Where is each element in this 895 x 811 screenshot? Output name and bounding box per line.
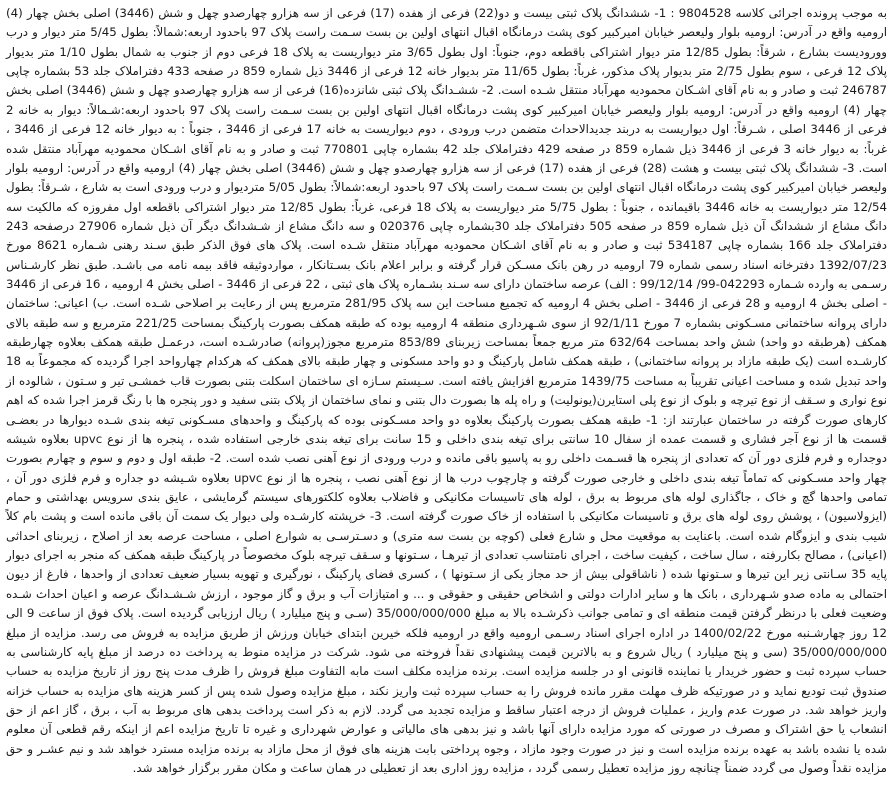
auction-notice-text: به موجب پرونده اجرائی کلاسه 9804528 : 1- ششدانگ پلاک ثبتی بیست و دو(22) فرعی از هفده (17) فرعی از سه هزارو چهارصدو چهل و شش (3446) اصلی بخش چهار (4) ارومیه واقع در آدرس: ارومیه بلوار ولیعصر خیابان امیرکبیر کوی پشت درمانگاه اقبال انتهای اولین بن بست سـمت راست پلاک 97 باحدود اربعه:شمالاً: بطول 5/45 متر دیوار و درب وورودیست بشارع ، شرقاً: بطول 12/85 متر دیوار اشتراکی باقطعه دوم، جنوباً: اول بطول 3/65 متر دیواریست به پلاک 18 فرعی دوم از جنوب به شمال بطول 1/10 متر بدیوار پلاک 12 فرعی ، سوم بطول 2/75 متر بدیوار پلاک مذکور، غرباً: بطول 11/65 متر بدیوار خانه 12 فرعی از 3446 ذیل شماره 859 در صفحه 433 دفتراملاک جلد 53 بشماره چاپی 246787 ثبت و صادر و به نام آقای اشـکان محمودیه مهرآباد منتقل شـده است. 2- ششـدانگ پلاک ثبتی شانزده(16) فرعی از سه هزارو چهارصدو چهل و شش (3446) اصلی بخش چهار (4) ارومیه واقع در آدرس: ارومیه بلوار ولیعصر خیابان امیرکبیر کوی پشت درمانگاه اقبال انتهای اولین بن بست سـمت راست پلاک 97 باحدود اربعه:شـمالاً: دیوار به خانه 2 فرعی از 3446 اصلی ، شـرقاً: اول دیواریست به دربند جدیدالاحداث متضمن درب ورودی ، دوم دیواریست به خانه 17 فرعی از 3446 ، جنوباً : به دیوار خانه 12 فرعی از 3446 ، غرباً: به دیوار خانه 3 فرعی از 3446 ذیل شماره 859 در صفحه 429 دفتراملاک جلد 42 بشماره چاپی 770801 ثبت و صادر و به نام آقای اشـکان محمودیه مهرآباد منتقل شده است. 3- ششدانگ پلاک ثبتی بیست و هشت (28) فرعی از هفده (17) فرعی از سه هزارو چهارصدو چهل و شش (3446) اصلی بخش چهار (4) ارومیه واقع در آدرس: ارومیه بلوار ولیعصر خیابان امیرکبیر کوی پشت درمانگاه اقبال انتهای اولین بن بست سـمت راست پلاک 97 باحدود اربعه:شمالاً: بطول 5/05 متردیوار و درب ورودی است به شارع ، شـرقاً: بطول 12/54 متر دیواریست به خانه 3446 باقیمانده ، جنوباً : بطول 5/75 متر دیواریست به پلاک 18 فرعی، غرباً: بطول 12/85 متر دیوار اشتراکی باقطعه اول مفروزه که مالکیت سه دانگ مشاع از ششدانگ آن ذیل شماره 859 در صفحه 505 دفتراملاک جلد 30بشماره چاپی 020376 و سه دانگ مشاع از شـشدانگ دیگر آن ذیل شماره 27906 درصفحه 243 دفتراملاک جلد 166 بشماره چاپی 534187 ثبت و صادر و به نام آقای اشـکان محمودیه مهرآباد منتقل شـده است. پلاک های فوق الذکر طبق سـند رهنی شـماره 8621 مورخ 1392/07/23 دفترخانه اسناد رسمی شماره 79 ارومیه در رهن بانک مسـکن قرار گرفته و برابر اعلام بانک بسـتانکار ، مواردوثیقه فاقد بیمه نامه می باشـد. طبق نظر کارشـناس رسـمی به وارده شـماره 042293-99/ 99/12/14 : الف) عرصه ساختمان دارای سه سـند بشـماره پلاک های ثبتی ، 22 فرعی از 3446 - اصلی بخش 4 ارومیه ، 16 فرعی از 3446 - اصلی بخش 4 ارومیه و 28 فرعی از 3446 - اصلی بخش 4 ارومیه که تجمیع مساحت این سه پلاک 281/95 مترمربع پس از رعایت بر اصلاحی شـده است. ب) اعیانی: ساختمان دارای پروانه ساختمانی مسـکونی بشماره 7 مورخ 92/1/11 از سوی شـهرداری منطقه 4 ارومیه بوده که طبقه همکف بصورت پارکینگ بمساحت 221/25 مترمربع و سه طبقه بالای همکف (هرطبقه دو واحد) شش واحد بمساحت 632/64 متر مربع جمعاً بمساحت زیربنای 853/89 مترمربع مجوز(پروانه) صادرشـده است، درعمـل طبقه همکف بعلاوه چهارطبقه کارشـده است (یک طبقه مازاد بر پروانه ساختمانی) ، طبقه همکف شامل پارکینگ و دو واحد مسکونی و چهار طبقه بالای همکف که هرکدام چهارواحد اجرا گردیده که مجموعاً به 18 واحد تبدیل شده و مساحت اعیانی تقریباً به مساحت 1439/75 مترمربع افزایش یافته است. سـیستم سـازه ای ساختمان اسکلت بتنی بصورت قاب خمشـی تیر و سـتون ، شالوده از نوع نواری و سـقف از نوع تیرچه و بلوک از نوع پلی استایرن(یونولیت) و راه پله ها بصورت دال بتنی و نمای ساختمان از پلاک بتنی سفید و دور پنجره ها با رنگ قرمز اجرا شده که اهم کارهای صورت گرفته در ساختمان عبارتند از: 1- طبقه همکف بصورت پارکینگ بعلاوه دو واحد مسـکونی بوده که پارکینگ و واحدهای مسـکونی تیغه بندی شـده دیوارها در بعضـی قسمت ها از نوع آجر فشاری و قسمت عمده از سفال 10 سانتی برای تیغه بندی داخلی و 15 سانت برای تیغه بندی خارجی استفاده شده ، پنجره ها از نوع upvc بعلاوه شیشه دوجداره و فرم فلزی دور آن که تعدادی از پنجره ها قسـمت داخلی رو به پاسیو باقی مانده و درب ورودی از نوع آهنی نصب شده است. 2- طبقه اول و دوم و سوم و چهارم بصورت چهار واحد مسـکونی که تماماً تیغه بندی داخلی و خارجی صورت گرفته و چارچوب درب ها از نوع آهنی نصب ، پنجره ها از نوع upvc بعلاوه شـیشه دو جداره و فرم فلزی دور آن ، تمامی واحدها گچ و خاک ، جاگذاری لوله های مربوط به برق ، لوله های تاسیسات مکانیکی و فاضلاب بعلاوه کلکتورهای سیستم گرمایشی ، عایق بندی سرویس بهداشتی و حمام (ایزولاسیون) ، پوشش روی لوله های برق و تاسیسات مکانیکی با استفاده از خاک صورت گرفته است. 3- خرپشته کارشـده ولی دیوار یک سمت آن باقی مانده است و پشت بام کلاً شیب بندی و ایزوگام شده است. باعنایت به موقعیت محل و شارع فعلی (کوچه بن بست سه متری) و دسـترسـی به شوارع اصلی ، مساحت عرصه بعد از اصلاح ، زیربنای احداثی (اعیانی) ، مصالح بکاررفته ، سال ساخت ، کیفیت ساخت ، اجرای نامتناسب تعدادی از تیرهـا ، سـتونها و سـقف تیرچه بلوک مخصوصاً در پارکینگ طبقه همکف که منجر به اجرای دیوار پایه 35 سـانتی زیر این تیرها و سـتونها شده ( ناشاقولی بیش از حد مجاز یکی از سـتونها ) ، کسری فضای پارکینگ ، نورگیری و تهویه بسیار ضعیف تعدادی از واحدها ، فارغ از دیون احتمالی به ماده صدو شـهرداری ، بانک ها و سایر ادارات دولتی و اشخاص حقیقی و حقوقی و ... و امتیازات آب و برق و گاز موجود ، ارزش شـشـدانگ عرصه و اعیان احداث شـده وضعیت فعلی با درنظر گرفتن قیمت منطقه ای و تمامی جوانب ذکرشـده بالا به مبلغ 35/000/000/000 (سـی و پنج میلیارد ) ریال ارزیابی گردیده است. پلاک فوق از ساعت 9 الی 12 روز چهارشـنبه مورخ 1400/02/22 در اداره اجرای اسناد رسـمی ارومیه واقع در ارومیه فلکه خیرین ابتدای خیابان ورزش از طریق مزایده به فروش می رسد. مزایده از مبلغ 35/000/000/000 (سی و پنج میلیارد ) ریال شروع و به بالاترین قیمت پیشنهادی نقداً فروخته می شود. شرکت در مزایده منوط به پرداخت ده درصد از مبلغ پایه کارشناسی به حساب سپرده ثبت و حضور خریدار یا نماینده قانونی او در جلسه مزایده است. برنده مزایده مکلف است مابه التفاوت مبلغ فروش را ظرف مدت پنج روز از تاریخ مزایده به حساب صندوق ثبت تودیع نماید و در صورتیکه ظرف مهلت مقرر مانده فروش را به حساب سپرده ثبت واریز نکند ، مبلغ مزایده وصول شده پس از کسر هزینه های مزایده به حساب خزانه واریز خواهد شد. در صورت عدم واریز ، عملیات فروش از درجه اعتبار ساقط و مزایده تجدید می گردد. لازم به ذکر است پرداخت بدهی های مربوط به آب ، برق ، گاز اعم از حق انشعاب یا حق اشتراک و مصرف در صورتی که مورد مزایده دارای آنها باشد و نیز بدهی های مالیاتی و عوارض شهرداری و غیره تا تاریخ مزایده اعم از اینکه رقم قطعی آن معلوم شده یا نشده باشد به عهده برنده مزایده است و نیز در صورت وجود مازاد ، وجوه پرداختی بابت هزینه های فوق از محل مازاد به برنده مزایده مسترد خواهد شد و نیم عشـر و حق مزایده نقداً وصول می گردد ضمناً چنانچه روز مزایده تعطیل رسمی گردد ، مزایده روز اداری بعد از تعطیلی در همان ساعت و مکان مقرر برگزار خواهد شد. — [6, 6, 888, 776]
